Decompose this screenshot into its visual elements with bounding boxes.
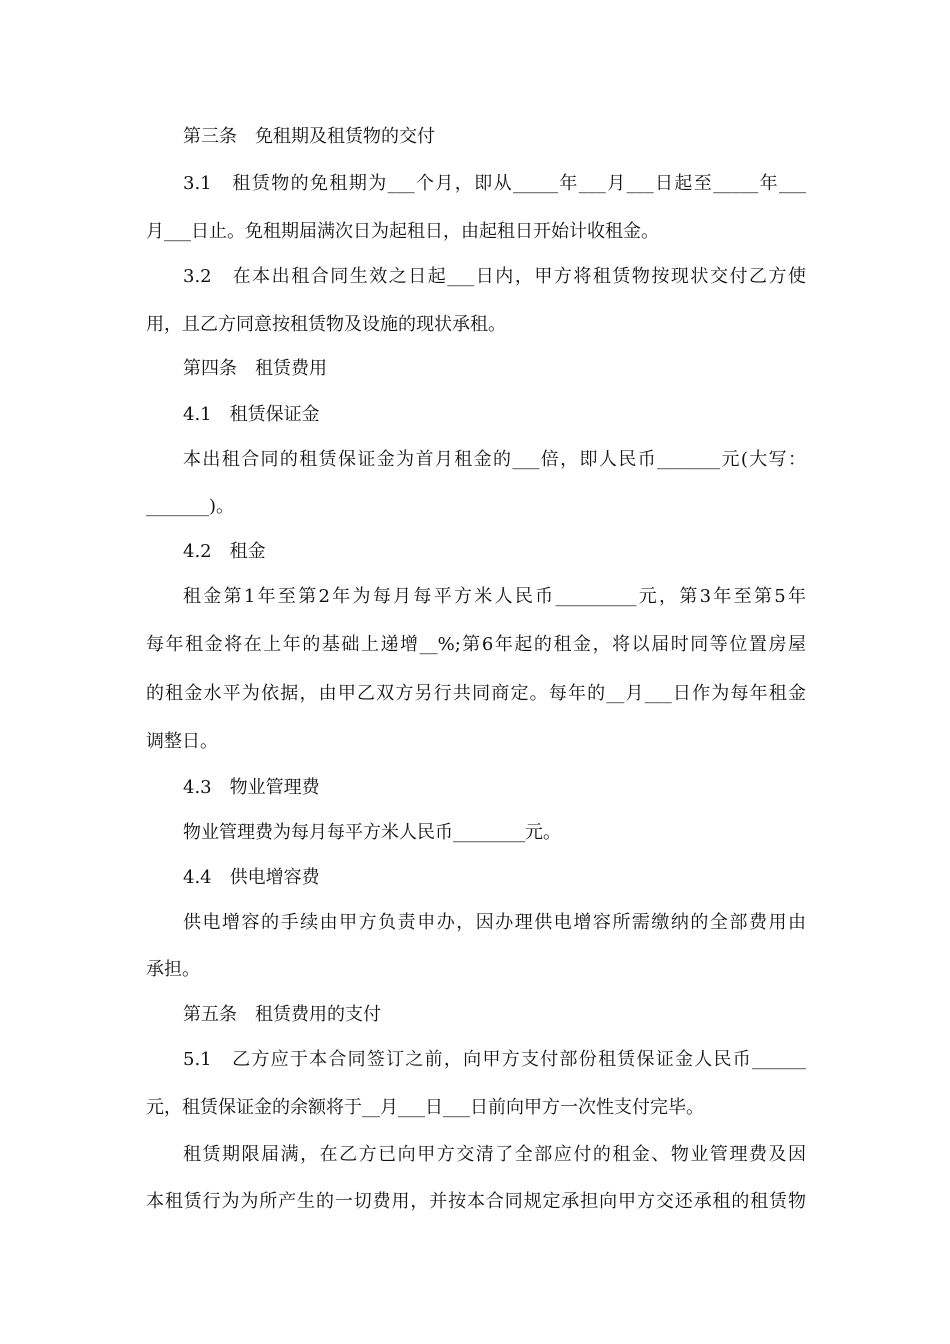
article-3-heading: 第三条 免租期及租赁物的交付: [183, 126, 435, 147]
property-fee-line: 物业管理费为每月每平方米人民币________元。: [183, 822, 561, 843]
term-expiry-line-2: 本租赁行为为所产生的一切费用，并按本合同规定承担向甲方交还承租的租赁物: [146, 1191, 806, 1212]
rent-line-4: 调整日。: [146, 731, 218, 752]
rent-line-3: 的租金水平为依据，由甲乙双方另行共同商定。每年的__月___日作为每年租金: [146, 683, 806, 704]
clause-3-2-line-2: 用，且乙方同意按租赁物及设施的现状承租。: [146, 314, 506, 335]
term-expiry-line-1: 租赁期限届满，在乙方已向甲方交清了全部应付的租金、物业管理费及因: [183, 1144, 806, 1165]
clause-5-1-line-2: 元，租赁保证金的余额将于__月___日___日前向甲方一次性支付完毕。: [146, 1097, 704, 1118]
article-5-heading: 第五条 租赁费用的支付: [183, 1004, 381, 1025]
article-4-heading: 第四条 租赁费用: [183, 358, 327, 379]
clause-3-2-line-1: 3.2 在本出租合同生效之日起___日内，甲方将租赁物按现状交付乙方使: [183, 266, 806, 287]
clause-5-1-line-1: 5.1 乙方应于本合同签订之前，向甲方支付部份租赁保证金人民币______: [183, 1049, 806, 1070]
power-fee-line-2: 承担。: [146, 959, 200, 980]
rent-line-2: 每年租金将在上年的基础上递增__%;第6年起的租金，将以届时同等位置房屋: [146, 634, 806, 655]
clause-3-1-line-1: 3.1 租赁物的免租期为___个月，即从_____年___月___日起至_____年___: [183, 173, 806, 194]
clause-4-1-heading: 4.1 租赁保证金: [183, 404, 320, 425]
rent-line-1: 租金第1年至第2年为每月每平方米人民币_________元，第3年至第5年: [183, 586, 806, 607]
clause-4-4-heading: 4.4 供电增容费: [183, 867, 320, 888]
clause-4-2-heading: 4.2 租金: [183, 541, 266, 562]
power-fee-line-1: 供电增容的手续由甲方负责申办，因办理供电增容所需缴纳的全部费用由: [183, 912, 806, 933]
clause-3-1-line-2: 月___日止。免租期届满次日为起租日，由起租日开始计收租金。: [146, 221, 659, 242]
deposit-line-1: 本出租合同的租赁保证金为首月租金的___倍，即人民币_______元(大写：: [183, 449, 806, 470]
clause-4-3-heading: 4.3 物业管理费: [183, 777, 320, 798]
deposit-line-2: _______)。: [146, 496, 235, 517]
